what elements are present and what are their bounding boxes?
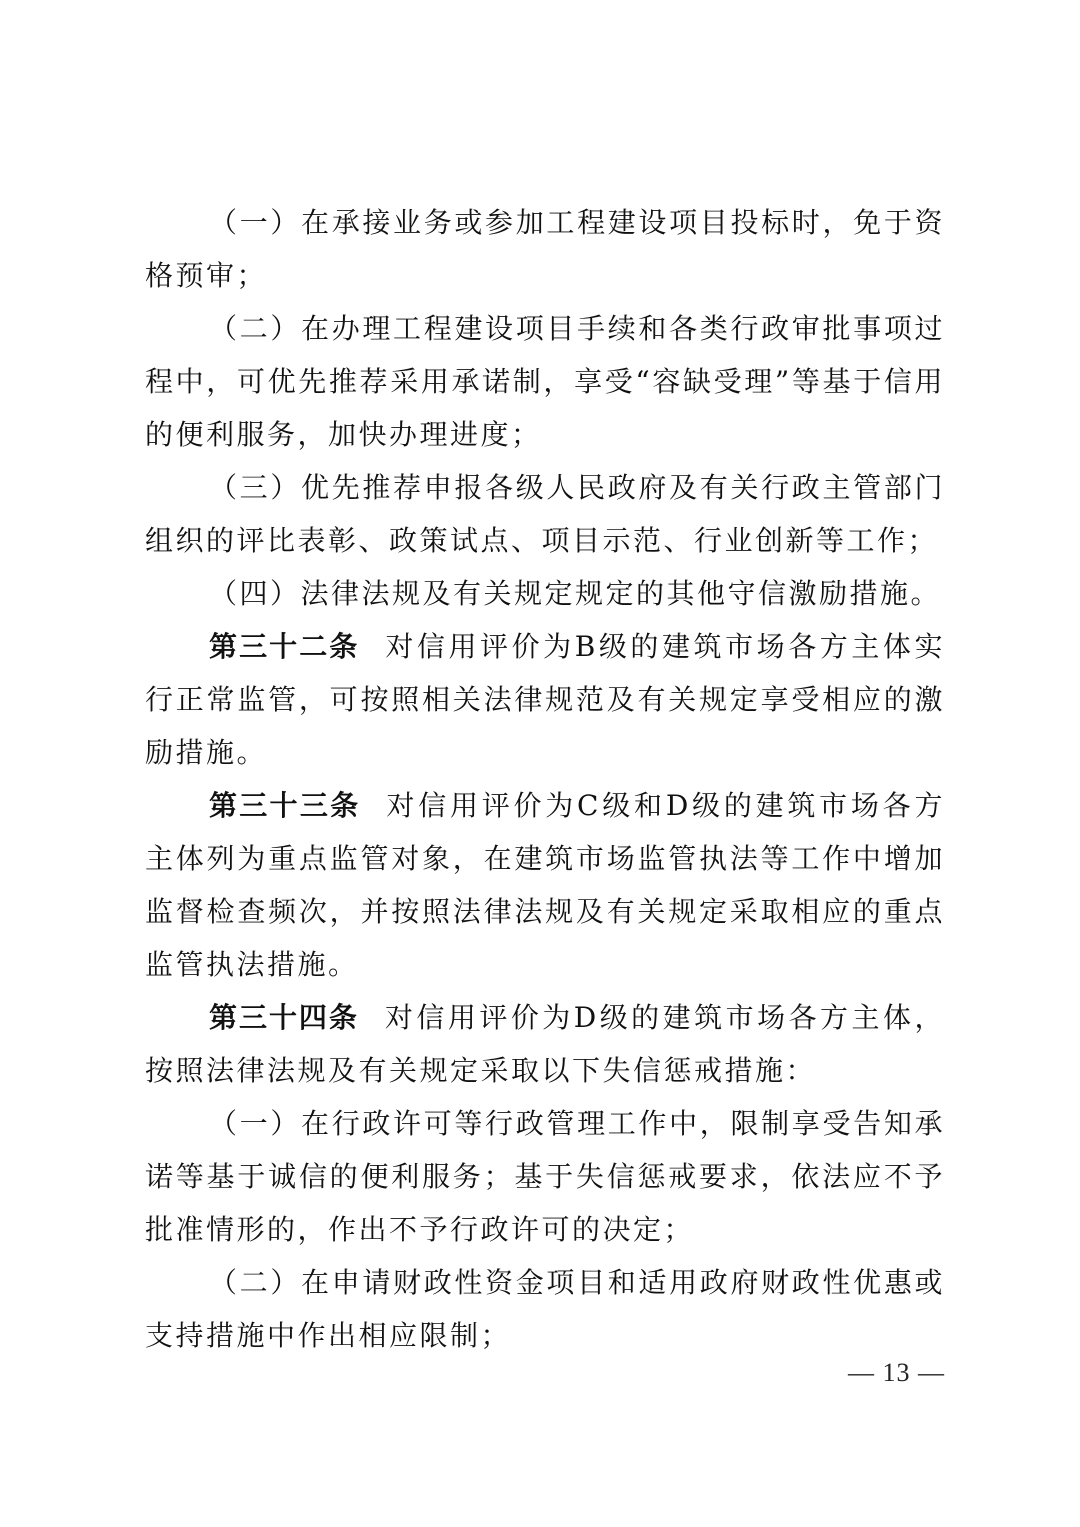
paragraph-1 <box>145 196 945 302</box>
page-number: — 13 — <box>848 1358 945 1387</box>
article-33-heading: 第三十三条 <box>209 789 361 822</box>
article-34-heading: 第三十四条 <box>209 1001 359 1034</box>
paragraph-2 <box>145 302 945 461</box>
paragraph-4 <box>145 567 945 620</box>
paragraph-8-text: （一）在行政许可等行政管理工作中，限制享受告知承诺等基于诚信的便利服务；基于失信惩戒要求，依法应不予批准情形的，作出不予行政许可的决定； <box>145 1107 945 1246</box>
paragraph-2-text: （二）在办理工程建设项目手续和各类行政审批事项过程中，可优先推荐采用承诺制，享受“容缺受理”等基于信用的便利服务，加快办理进度； <box>145 312 945 451</box>
paragraph-3 <box>145 461 945 567</box>
paragraph-9-text: （二）在申请财政性资金项目和适用政府财政性优惠或支持措施中作出相应限制； <box>145 1266 945 1352</box>
article-32-heading: 第三十二条 <box>209 630 360 663</box>
article-33 <box>145 779 945 991</box>
paragraph-3-text: （三）优先推荐申报各级人民政府及有关行政主管部门组织的评比表彰、政策试点、项目示范、行业创新等工作； <box>145 471 945 557</box>
document-body <box>145 196 945 1362</box>
article-33-text: 对信用评价为C级和D级的建筑市场各方主体列为重点监管对象，在建筑市场监管执法等工作中增加监督检查频次，并按照法律法规及有关规定采取相应的重点监管执法措施。 <box>145 789 945 981</box>
article-32-text: 对信用评价为B级的建筑市场各方主体实行正常监管，可按照相关法律规范及有关规定享受相应的激励措施。 <box>145 630 945 769</box>
paragraph-4-text: （四）法律法规及有关规定规定的其他守信激励措施。 <box>209 577 942 610</box>
article-34-text: 对信用评价为D级的建筑市场各方主体，按照法律法规及有关规定采取以下失信惩戒措施： <box>145 1001 945 1087</box>
article-34 <box>145 991 945 1097</box>
paragraph-8 <box>145 1097 945 1256</box>
paragraph-9 <box>145 1256 945 1362</box>
article-32 <box>145 620 945 779</box>
paragraph-1-text: （一）在承接业务或参加工程建设项目投标时，免于资格预审； <box>145 206 945 292</box>
